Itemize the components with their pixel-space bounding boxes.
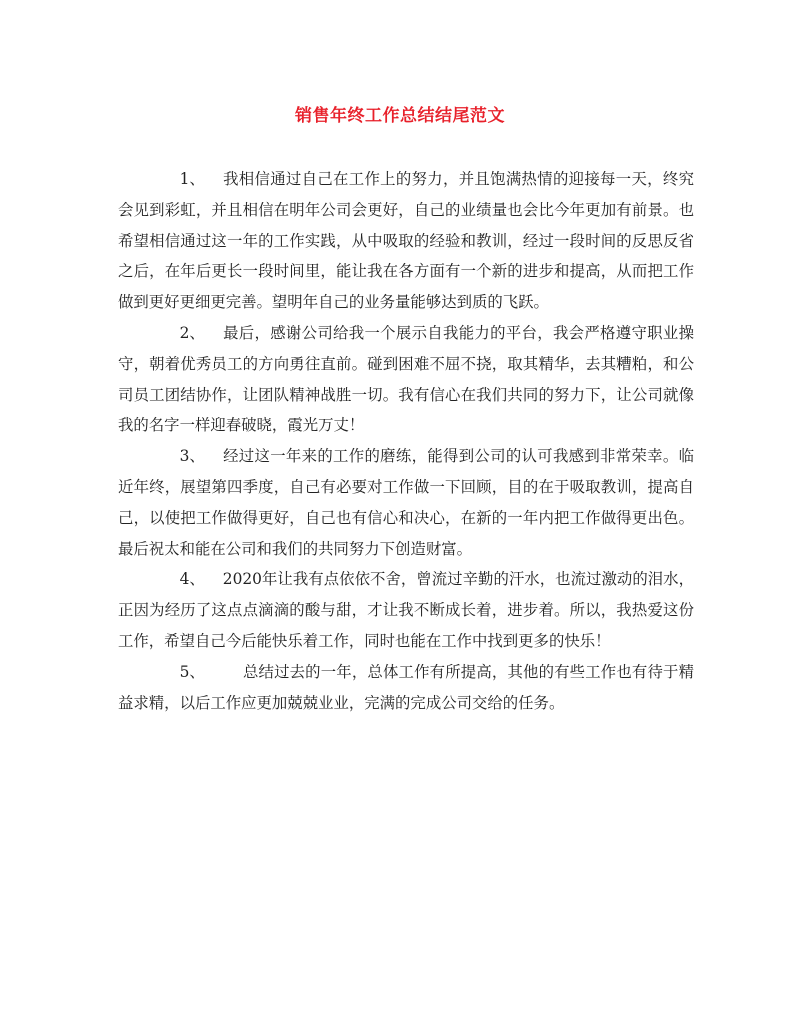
paragraph-3: [118, 441, 694, 564]
paragraph-2: [118, 318, 694, 441]
document-body: [118, 164, 694, 718]
paragraph-number: 4、: [179, 570, 205, 589]
paragraph-number: 3、: [179, 447, 205, 466]
paragraph-number: 2、: [179, 323, 205, 342]
paragraph-4: [118, 564, 694, 656]
paragraph-text: 经过这一年来的工作的磨练，能得到公司的认可我感到非常荣幸。临近年终，展望第四季度，自己有必要对工作做一下回顾，目的在于吸取教训，提高自己，以使把工作做得更好，自己也有信心和决心，在新的一年内把工作做得更出色。最后祝太和能在公司和我们的共同努力下创造财富。: [118, 447, 694, 558]
paragraph-number: 1、: [179, 170, 205, 188]
document-title: 销售年终工作总结结尾范文: [295, 106, 505, 126]
paragraph-text: 我相信通过自己在工作上的努力，并且饱满热情的迎接每一天，终究会见到彩虹，并且相信在明年公司会更好，自己的业绩量也会比今年更加有前景。也希望相信通过这一年的工作实践，从中吸取的经验和教训，经过一段时间的反思反省之后，在年后更长一段时间里，能让我在各方面有一个新的进步和提高，从而把工作做到更好更细更完善。望明年自己的业务量能够达到质的飞跃。: [118, 170, 694, 312]
paragraph-number: 5、: [179, 662, 205, 681]
paragraph-1: [118, 164, 694, 318]
paragraph-text: 总结过去的一年，总体工作有所提高，其他的有些工作也有待于精益求精，以后工作应更加兢兢业业，完满的完成公司交给的任务。: [118, 662, 694, 712]
paragraph-text: 最后，感谢公司给我一个展示自我能力的平台，我会严格遵守职业操守，朝着优秀员工的方向勇往直前。碰到困难不屈不挠，取其精华，去其糟粕，和公司员工团结协作，让团队精神战胜一切。我有信心在我们共同的努力下，让公司就像我的名字一样迎春破晓，霞光万丈！: [118, 323, 694, 435]
paragraph-5: [118, 657, 694, 719]
paragraph-text: 2020年让我有点依依不舍，曾流过辛勤的汗水，也流过激动的泪水，正因为经历了这点点滴滴的酸与甜，才让我不断成长着，进步着。所以，我热爱这份工作，希望自己今后能快乐着工作，同时也能在工作中找到更多的快乐！: [118, 570, 694, 650]
